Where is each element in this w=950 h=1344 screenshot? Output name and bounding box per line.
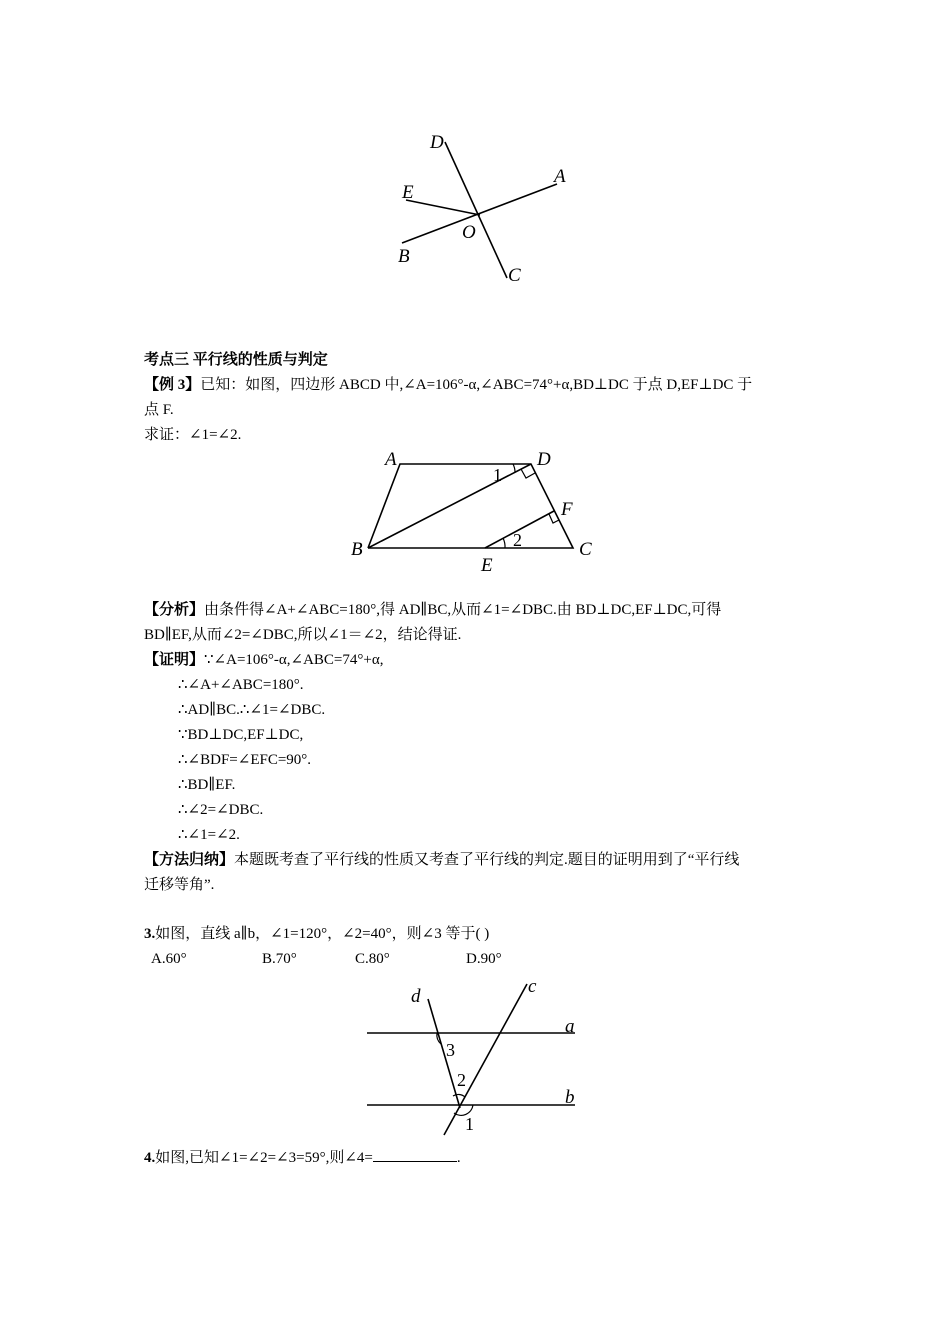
figure-lines-through-o bbox=[380, 120, 580, 290]
label-b: B bbox=[398, 246, 410, 267]
question-3-text: 如图，直线 a∥b，∠1=120°，∠2=40°，则∠3 等于( ) bbox=[155, 926, 490, 942]
line-c bbox=[444, 984, 527, 1135]
proof-step: ∴∠BDF=∠EFC=90°. bbox=[178, 752, 312, 768]
label-b: b bbox=[565, 1087, 575, 1108]
example3-text1: 已知：如图，四边形 ABCD 中,∠A=106°-α,∠ABC=74°+α,BD⊥DC 于点 D,EF⊥DC 于 bbox=[200, 377, 753, 393]
label-d: d bbox=[411, 986, 421, 1007]
proof-step: ∴∠2=∠DBC. bbox=[178, 802, 264, 818]
label-a: a bbox=[565, 1016, 575, 1037]
analysis-line1 bbox=[144, 598, 721, 622]
label-o: O bbox=[462, 222, 476, 243]
proof-step: ∴BD∥EF. bbox=[178, 777, 236, 793]
q3-option-c: C.80° bbox=[355, 951, 390, 967]
label-a: A bbox=[385, 449, 397, 470]
question-4-number: 4. bbox=[144, 1150, 156, 1166]
analysis-text1: 由条件得∠A+∠ABC=180°,得 AD∥BC,从而∠1=∠DBC.由 BD⊥DC,EF⊥DC,可得 bbox=[204, 602, 722, 618]
ray-oe bbox=[406, 200, 480, 215]
method-text1: 本题既考查了平行线的性质又考查了平行线的判定.题目的证明用到了“平行线 bbox=[234, 852, 740, 868]
label-c: C bbox=[508, 265, 521, 286]
proof-step: ∴∠1=∠2. bbox=[178, 827, 240, 843]
q3-option-d: D.90° bbox=[466, 951, 502, 967]
example3-tag: 【例 3】 bbox=[144, 377, 201, 393]
proof-step: ∵BD⊥DC,EF⊥DC, bbox=[178, 727, 304, 743]
label-angle-1: 1 bbox=[493, 465, 502, 485]
question-3-number: 3. bbox=[144, 926, 156, 942]
label-e: E bbox=[481, 555, 493, 576]
arc-angle-1 bbox=[513, 464, 515, 472]
proof-line-first bbox=[144, 648, 383, 672]
figure-trapezoid bbox=[345, 445, 605, 580]
analysis-line2: BD∥EF,从而∠2=∠DBC,所以∠1＝∠2，结论得证. bbox=[144, 627, 462, 643]
label-angle-1: 1 bbox=[465, 1114, 474, 1134]
figure-parallel-lines bbox=[355, 972, 595, 1142]
line-ba bbox=[402, 184, 557, 243]
label-b: B bbox=[351, 539, 363, 560]
section-title: 考点三 平行线的性质与判定 bbox=[144, 352, 328, 368]
arc-angle-2 bbox=[503, 538, 505, 548]
question-4 bbox=[144, 1146, 461, 1170]
q3-option-a: A.60° bbox=[151, 951, 187, 967]
method-line2: 迁移等角”. bbox=[144, 877, 215, 893]
question-4-end: . bbox=[456, 1150, 461, 1166]
line-d bbox=[428, 999, 460, 1108]
example3-line1 bbox=[144, 373, 752, 397]
label-d: D bbox=[537, 449, 551, 470]
method-line1 bbox=[144, 848, 739, 872]
question-3 bbox=[144, 922, 489, 946]
arc-angle-2 bbox=[453, 1094, 465, 1097]
q3-option-b: B.70° bbox=[262, 951, 297, 967]
label-angle-2: 2 bbox=[513, 530, 522, 550]
label-c: c bbox=[528, 976, 537, 997]
label-angle-3: 3 bbox=[446, 1040, 455, 1060]
proof-step: ∴∠A+∠ABC=180°. bbox=[178, 677, 304, 693]
proof-first: ∵∠A=106°-α,∠ABC=74°+α, bbox=[204, 652, 384, 668]
right-angle-d bbox=[521, 469, 535, 478]
question-4-text: 如图,已知∠1=∠2=∠3=59°,则∠4= bbox=[155, 1150, 373, 1166]
proof-tag: 【证明】 bbox=[144, 652, 205, 668]
label-e: E bbox=[402, 182, 414, 203]
example3-prove: 求证：∠1=∠2. bbox=[144, 427, 242, 443]
label-angle-2: 2 bbox=[457, 1070, 466, 1090]
analysis-tag: 【分析】 bbox=[144, 602, 205, 618]
label-a: A bbox=[554, 166, 566, 187]
example3-line2: 点 F. bbox=[144, 402, 174, 418]
label-c: C bbox=[579, 539, 592, 560]
label-d: D bbox=[430, 132, 444, 153]
label-f: F bbox=[561, 499, 573, 520]
trapezoid-outline bbox=[368, 464, 573, 548]
proof-step: ∴AD∥BC.∴∠1=∠DBC. bbox=[178, 702, 326, 718]
diagonal-bd bbox=[368, 464, 531, 548]
answer-blank[interactable] bbox=[373, 1147, 457, 1162]
method-tag: 【方法归纳】 bbox=[144, 852, 235, 868]
